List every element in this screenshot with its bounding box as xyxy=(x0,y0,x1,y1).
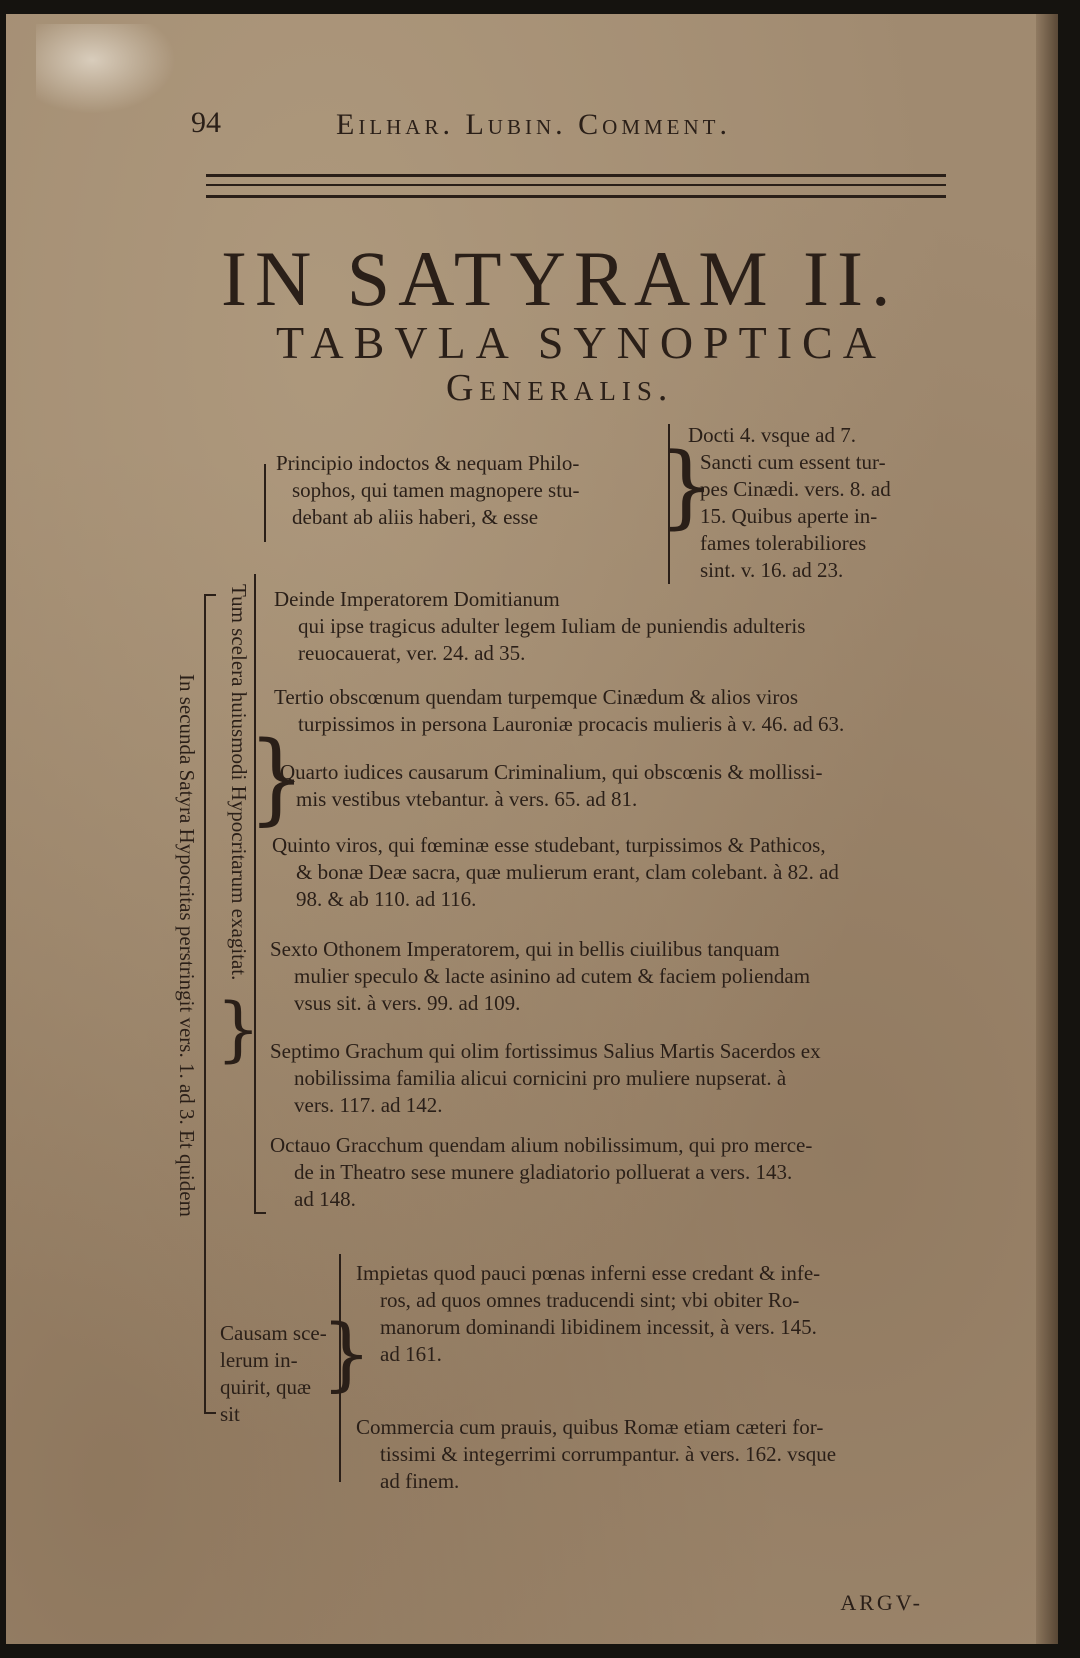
catchword: ARGV- xyxy=(840,1590,923,1615)
inner-brace: } xyxy=(216,988,261,1070)
page-subtitle: TABVLA SYNOPTICA xyxy=(276,317,886,368)
causam-text xyxy=(220,1320,327,1428)
impietas-line-3: manorum dominandi libidinem incessit, à vers. 145. xyxy=(380,1315,817,1339)
quinto-line-3: 98. & ab 110. ad 116. xyxy=(296,887,477,911)
principio-line-3: debant ab aliis haberi, & esse xyxy=(292,505,539,529)
deinde-line-3: reuocauerat, ver. 24. ad 35. xyxy=(298,641,526,665)
commercia-line-2: tissimi & integerrimi corrumpantur. à vers. 162. vsque xyxy=(380,1442,837,1466)
causam-line-4: sit xyxy=(220,1402,240,1426)
tertio-line-2: turpissimos in persona Lauroniæ procacis mulieris à v. 46. ad 63. xyxy=(298,712,845,736)
page-number: 94 xyxy=(191,106,221,139)
docti-line-6: sint. v. 16. ad 23. xyxy=(700,558,844,582)
page-subtitle-2: Generalis. xyxy=(446,367,674,409)
deinde-line-2: qui ipse tragicus adulter legem Iuliam de puniendis adulteris xyxy=(298,614,806,638)
impietas-line-1: Impietas quod pauci pœnas inferni esse credant & infe- xyxy=(356,1261,821,1285)
inner-bracket-line xyxy=(254,574,256,1214)
deinde-text xyxy=(274,586,805,667)
quarto-text xyxy=(280,759,822,813)
tertio-line-1: Tertio obscœnum quendam turpemque Cinædum & alios viros xyxy=(274,685,799,709)
commercia-line-3: ad finem. xyxy=(380,1469,460,1493)
quinto-line-2: & bonæ Deæ sacra, quæ mulierum erant, clam colebant. à 82. ad xyxy=(296,860,839,884)
impietas-line-4: ad 161. xyxy=(380,1342,442,1366)
causam-brace: } xyxy=(321,1307,372,1400)
commercia-line-1: Commercia cum prauis, quibus Romæ etiam cæteri for- xyxy=(356,1415,824,1439)
header-rule-top xyxy=(206,174,946,177)
septimo-line-2: nobilissima familia alicui cornicini pro muliere nupserat. à xyxy=(294,1066,787,1090)
book-page xyxy=(6,14,1058,1644)
causam-line-2: lerum in- xyxy=(220,1348,298,1372)
quinto-line-1: Quinto viros, qui fœminæ esse studebant, turpissimos & Pathicos, xyxy=(272,833,826,857)
outer-bracket-line xyxy=(204,594,206,1414)
outer-bracket-top-tick xyxy=(204,594,216,596)
header-rule-mid xyxy=(206,184,946,186)
header-rule-bottom xyxy=(206,195,946,198)
octauo-line-3: ad 148. xyxy=(294,1187,356,1211)
sexto-line-1: Sexto Othonem Imperatorem, qui in bellis ciuilibus tanquam xyxy=(270,937,780,961)
causam-line-3: quirit, quæ xyxy=(220,1375,312,1399)
impietas-line-2: ros, ad quos omnes traducendi sint; vbi obiter Ro- xyxy=(380,1288,800,1312)
tertio-text xyxy=(274,684,844,738)
principio-text xyxy=(276,450,580,531)
principio-bracket-line xyxy=(264,464,266,542)
quarto-brace: } xyxy=(248,720,306,837)
docti-line-4: 15. Quibus aperte in- xyxy=(700,504,878,528)
outer-bracket-bottom-tick xyxy=(204,1412,216,1414)
worn-paper-corner xyxy=(36,24,176,114)
docti-line-1: Docti 4. vsque ad 7. xyxy=(688,423,856,447)
impietas-text xyxy=(356,1260,820,1368)
sexto-text xyxy=(270,936,810,1017)
septimo-line-3: vers. 117. ad 142. xyxy=(294,1093,443,1117)
octauo-line-1: Octauo Gracchum quendam alium nobilissimum, qui pro merce- xyxy=(270,1133,813,1157)
septimo-text xyxy=(270,1038,821,1119)
octauo-line-2: de in Theatro sese munere gladiatorio polluerat a vers. 143. xyxy=(294,1160,793,1184)
principio-line-1: Principio indoctos & nequam Philo- xyxy=(276,451,580,475)
quinto-text xyxy=(272,832,839,913)
docti-line-5: fames tolerabiliores xyxy=(700,531,867,555)
principio-brace: } xyxy=(658,434,716,539)
inner-vertical-label: Tum scelera huiusmodi Hypocritarum exagitat. xyxy=(227,584,251,981)
quarto-line-1: Quarto iudices causarum Criminalium, qui obscœnis & mollissi- xyxy=(280,760,823,784)
sexto-line-3: vsus sit. à vers. 99. ad 109. xyxy=(294,991,521,1015)
deinde-line-1: Deinde Imperatorem Domitianum xyxy=(274,587,560,611)
page-edge-shadow xyxy=(1036,14,1058,1644)
docti-line-3: pes Cinædi. vers. 8. ad xyxy=(700,477,891,501)
outer-vertical-label: In secunda Satyra Hypocritas perstringit vers. 1. ad 3. Et quidem xyxy=(175,674,199,1217)
running-head: Eilhar. Lubin. Comment. xyxy=(336,108,731,141)
sexto-line-2: mulier speculo & lacte asinino ad cutem & faciem poliendam xyxy=(294,964,811,988)
principio-sub-text xyxy=(688,422,891,584)
docti-line-2: Sancti cum essent tur- xyxy=(700,450,886,474)
octauo-text xyxy=(270,1132,812,1213)
principio-line-2: sophos, qui tamen magnopere stu- xyxy=(292,478,580,502)
inner-bracket-bottom-tick xyxy=(254,1212,266,1214)
septimo-line-1: Septimo Grachum qui olim fortissimus Salius Martis Sacerdos ex xyxy=(270,1039,821,1063)
page-title: IN SATYRAM II. xyxy=(221,235,899,322)
causam-line-1: Causam sce- xyxy=(220,1321,327,1345)
quarto-line-2: mis vestibus vtebantur. à vers. 65. ad 81. xyxy=(296,787,638,811)
commercia-text xyxy=(356,1414,836,1495)
